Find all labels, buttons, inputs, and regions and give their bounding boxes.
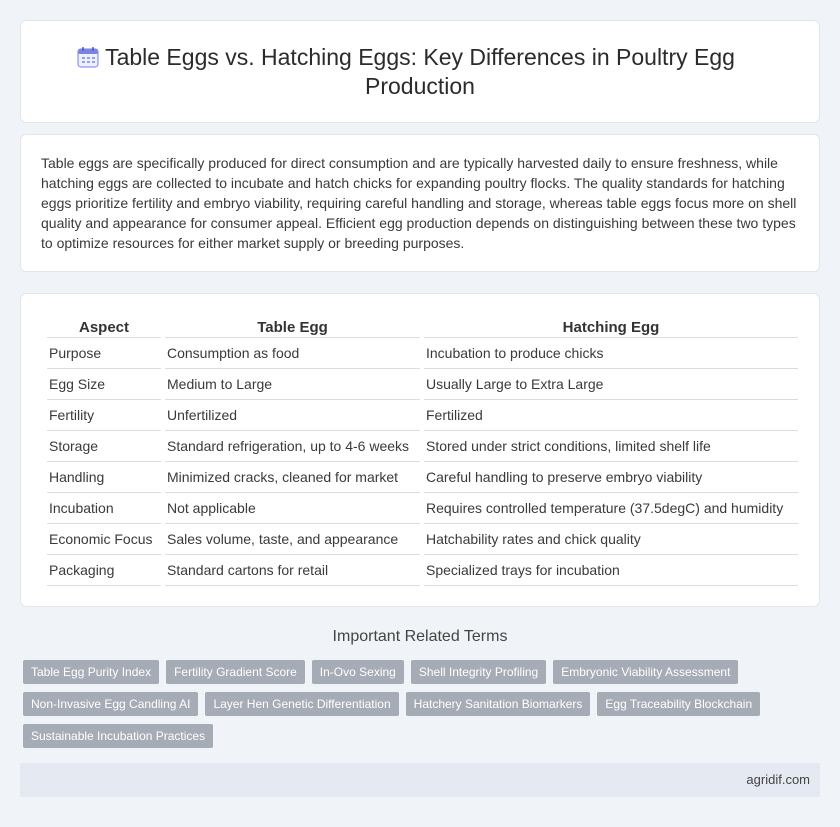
cell-hatching-egg: Hatchability rates and chick quality xyxy=(424,524,798,555)
table-row xyxy=(47,369,798,400)
footer xyxy=(20,763,820,797)
cell-table-egg: Minimized cracks, cleaned for market xyxy=(165,462,420,493)
cell-hatching-egg: Usually Large to Extra Large xyxy=(424,369,798,400)
header-table-egg: Table Egg xyxy=(165,314,420,338)
summary-text: Table eggs are specifically produced for direct consumption and are typically harvested daily to ensure freshness, while hatching eggs are collected to incubate and hatch chicks for expanding poultry flocks. The quality standards for hatching eggs prioritize fertility and embryo viability, requiring careful handling and storage, whereas table eggs focus more on shell quality and appearance for consumer appeal. Efficient egg production depends on distinguishing between these two types to optimize resources for either market supply or breeding purposes. xyxy=(41,155,797,251)
term-tag[interactable]: Layer Hen Genetic Differentiation xyxy=(205,692,398,716)
title-card xyxy=(20,20,820,123)
cell-hatching-egg: Stored under strict conditions, limited shelf life xyxy=(424,431,798,462)
table-row xyxy=(47,555,798,586)
cell-table-egg: Sales volume, taste, and appearance xyxy=(165,524,420,555)
cell-table-egg: Consumption as food xyxy=(165,338,420,369)
related-terms-heading: Important Related Terms xyxy=(332,628,508,645)
term-tag[interactable]: In-Ovo Sexing xyxy=(312,660,404,684)
cell-aspect: Incubation xyxy=(47,493,161,524)
table-row xyxy=(47,462,798,493)
cell-table-egg: Unfertilized xyxy=(165,400,420,431)
cell-hatching-egg: Careful handling to preserve embryo viability xyxy=(424,462,798,493)
cell-table-egg: Medium to Large xyxy=(165,369,420,400)
cell-aspect: Fertility xyxy=(47,400,161,431)
cell-aspect: Handling xyxy=(47,462,161,493)
cell-aspect: Storage xyxy=(47,431,161,462)
cell-table-egg: Not applicable xyxy=(165,493,420,524)
cell-hatching-egg: Incubation to produce chicks xyxy=(424,338,798,369)
term-tag[interactable]: Shell Integrity Profiling xyxy=(411,660,546,684)
table-row xyxy=(47,400,798,431)
comparison-table-card xyxy=(20,293,820,607)
term-tag[interactable]: Non-Invasive Egg Candling AI xyxy=(23,692,198,716)
term-tag[interactable]: Hatchery Sanitation Biomarkers xyxy=(406,692,591,716)
cell-aspect: Packaging xyxy=(47,555,161,586)
cell-aspect: Egg Size xyxy=(47,369,161,400)
cell-table-egg: Standard cartons for retail xyxy=(165,555,420,586)
cell-hatching-egg: Fertilized xyxy=(424,400,798,431)
cell-aspect: Purpose xyxy=(47,338,161,369)
cell-aspect: Economic Focus xyxy=(47,524,161,555)
comparison-table xyxy=(43,314,802,586)
cell-hatching-egg: Requires controlled temperature (37.5degC) and humidity xyxy=(424,493,798,524)
header-hatching-egg: Hatching Egg xyxy=(424,314,798,338)
footer-site-link[interactable]: agridif.com xyxy=(746,772,810,787)
page-title: Table Eggs vs. Hatching Eggs: Key Differences in Poultry Egg Production xyxy=(105,44,735,99)
term-tag[interactable]: Sustainable Incubation Practices xyxy=(23,724,213,748)
cell-table-egg: Standard refrigeration, up to 4-6 weeks xyxy=(165,431,420,462)
header-aspect: Aspect xyxy=(47,314,161,338)
term-tag[interactable]: Egg Traceability Blockchain xyxy=(597,692,760,716)
table-row xyxy=(47,524,798,555)
summary-card xyxy=(20,134,820,272)
term-tag[interactable]: Embryonic Viability Assessment xyxy=(553,660,738,684)
table-row xyxy=(47,493,798,524)
related-terms-list xyxy=(23,660,823,756)
table-header-row xyxy=(47,314,798,338)
cell-hatching-egg: Specialized trays for incubation xyxy=(424,555,798,586)
term-tag[interactable]: Fertility Gradient Score xyxy=(166,660,305,684)
term-tag[interactable]: Table Egg Purity Index xyxy=(23,660,159,684)
table-row xyxy=(47,431,798,462)
table-row xyxy=(47,338,798,369)
